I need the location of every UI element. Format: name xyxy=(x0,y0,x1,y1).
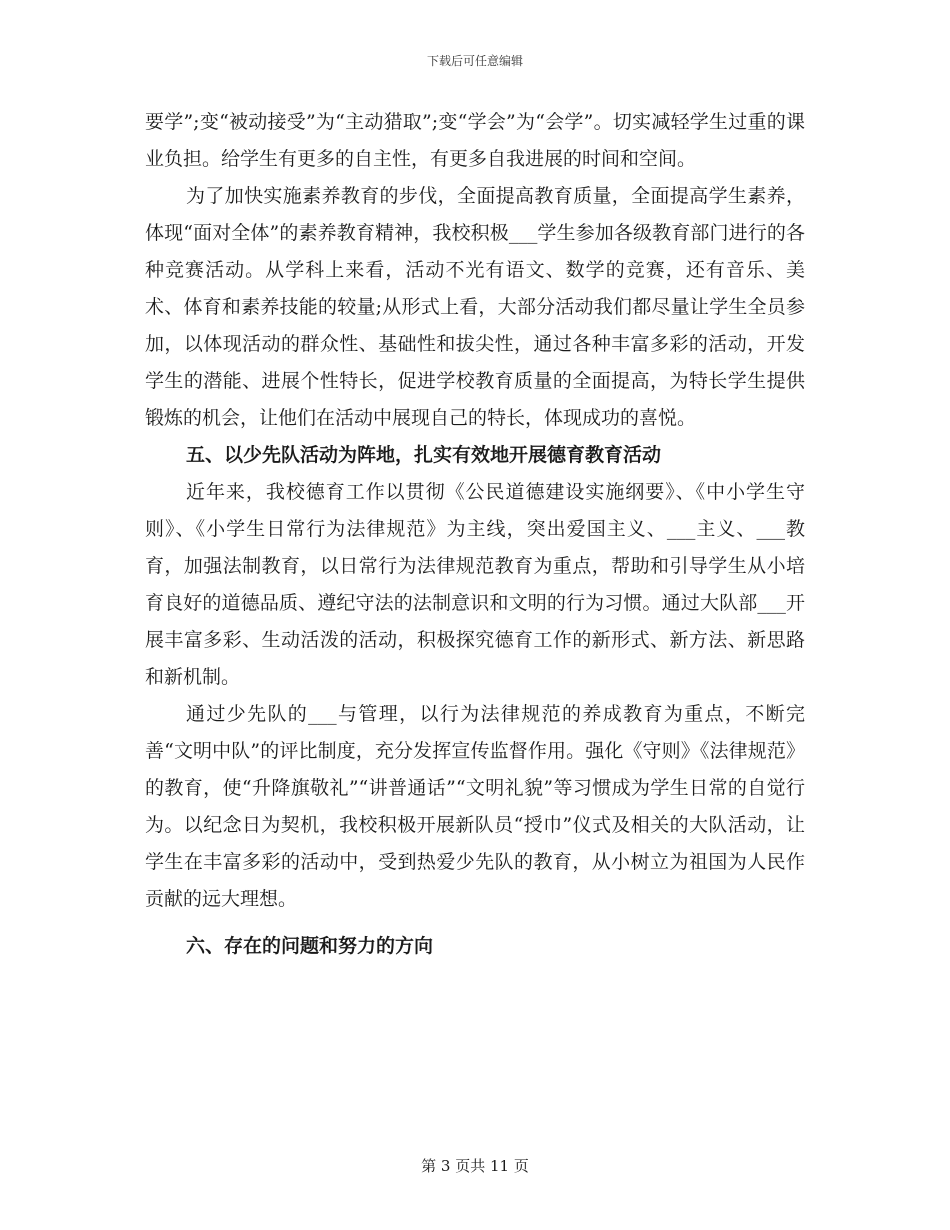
paragraph-3: 近年来，我校德育工作以贯彻《公民道德建设实施纲要》、《中小学生守则》、《小学生日常行为法律规范》为主线，突出爱国主义、___主义、___教育，加强法制教育，以日常行为法律规范教育为重点，帮助和引导学生从小培育良好的道德品质、遵纪守法的法制意识和文明的行为习惯。通过大队部___开展丰富多彩、生动活泼的活动，积极探究德育工作的新形式、新方法、新思路和新机制。 xyxy=(145,481,805,688)
section-heading-6: 六、存在的问题和努力的方向 xyxy=(186,935,434,957)
document-body xyxy=(145,104,805,965)
paragraph-1: 要学”;变“被动接受”为“主动猎取”;变“学会”为“会学”。切实减轻学生过重的课业负担。给学生有更多的自主性，有更多自我进展的时间和空间。 xyxy=(145,111,805,170)
paragraph-2: 为了加快实施素养教育的步伐，全面提高教育质量，全面提高学生素养，体现“面对全体”的素养教育精神，我校积极___学生参加各级教育部门进行的各种竞赛活动。从学科上来看，活动不光有语文、数学的竞赛，还有音乐、美术、体育和素养技能的较量;从形式上看，大部分活动我们都尽量让学生全员参加，以体现活动的群众性、基础性和拔尖性，通过各种丰富多彩的活动，开发学生的潜能、进展个性特长，促进学校教育质量的全面提高，为特长学生提供锻炼的机会，让他们在活动中展现自己的特长，体现成功的喜悦。 xyxy=(145,185,805,429)
paragraph-4: 通过少先队的___与管理，以行为法律规范的养成教育为重点，不断完善“文明中队”的评比制度，充分发挥宣传监督作用。强化《守则》《法律规范》的教育，使“升降旗敬礼”“讲普通话”“文明礼貌”等习惯成为学生日常的自觉行为。以纪念日为契机，我校积极开展新队员“授巾”仪式及相关的大队活动，让学生在丰富多彩的活动中，受到热爱少先队的教育，从小树立为祖国为人民作贡献的远大理想。 xyxy=(145,703,805,910)
section-heading-5: 五、以少先队活动为阵地，扎实有效地开展德育教育活动 xyxy=(186,444,662,466)
header-note: 下载后可任意编辑 xyxy=(426,54,523,68)
page-number-footer: 第 3 页共 11 页 xyxy=(421,1157,529,1175)
